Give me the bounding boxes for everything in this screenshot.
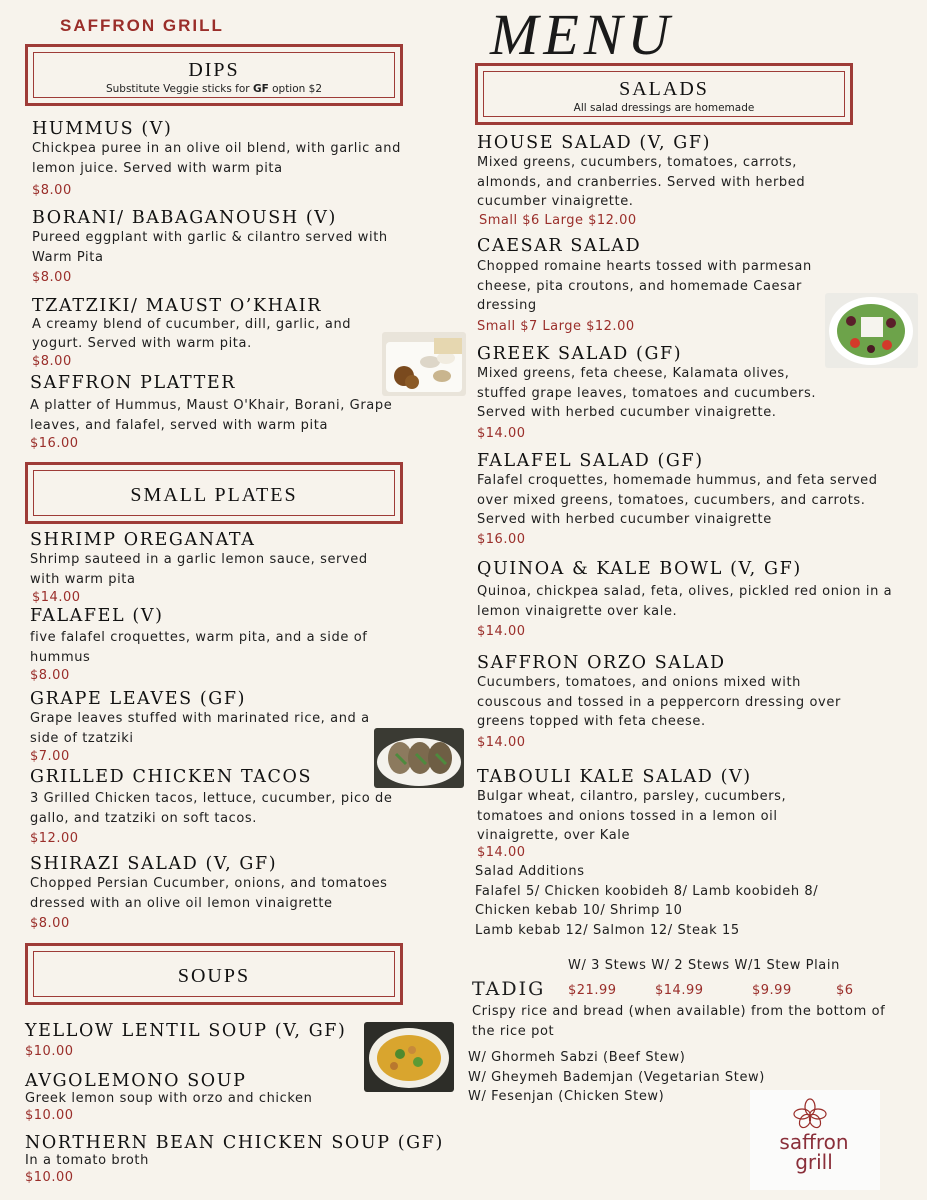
menu-item bbox=[25, 1071, 375, 1125]
item-name: HUMMUS (V) bbox=[32, 119, 173, 139]
stew-option: W/ Gheymeh Bademjan (Vegetarian Stew) bbox=[468, 1069, 765, 1085]
item-price: $8.00 bbox=[32, 183, 72, 198]
menu-item bbox=[32, 208, 412, 287]
item-desc: In a tomato broth bbox=[25, 1153, 149, 1168]
lentil-soup-photo bbox=[364, 1022, 454, 1092]
item-price: $14.00 bbox=[477, 425, 526, 441]
logo-line-1: saffron bbox=[779, 1130, 849, 1154]
dips-header bbox=[25, 44, 403, 106]
item-desc: Grape leaves stuffed with marinated rice, and a side of tzatziki bbox=[30, 711, 370, 746]
item-price: $14.00 bbox=[477, 734, 526, 750]
menu-item bbox=[477, 344, 847, 443]
salad-additions bbox=[475, 862, 895, 940]
menu-item bbox=[30, 606, 400, 685]
item-name: YELLOW LENTIL SOUP (V, GF) bbox=[25, 1021, 347, 1041]
item-desc: Chopped Persian Cucumber, onions, and tomatoes dressed with an olive oil lemon vinaigrette bbox=[30, 876, 388, 911]
item-price: $10.00 bbox=[25, 1170, 74, 1185]
tadig-desc: Crispy rice and bread (when available) from the bottom of the rice pot bbox=[472, 1004, 886, 1039]
menu-item bbox=[477, 133, 837, 230]
menu-item bbox=[477, 653, 847, 752]
stew-option: W/ Fesenjan (Chicken Stew) bbox=[468, 1089, 665, 1104]
salads-header bbox=[475, 63, 853, 125]
menu-item bbox=[30, 689, 390, 766]
item-price: $10.00 bbox=[25, 1108, 74, 1123]
item-price: Small $6 Large $12.00 bbox=[479, 212, 637, 228]
item-price: Small $7 Large $12.00 bbox=[477, 318, 635, 334]
menu-item bbox=[477, 451, 887, 549]
item-name: AVGOLEMONO SOUP bbox=[25, 1071, 247, 1091]
salads-heading: SALADS bbox=[619, 78, 709, 100]
item-name: SHIRAZI SALAD (V, GF) bbox=[30, 854, 278, 874]
menu-item bbox=[32, 119, 402, 200]
item-price: $8.00 bbox=[32, 354, 72, 369]
tadig-price-1-stew: $9.99 bbox=[752, 983, 792, 998]
small-plates-heading: SMALL PLATES bbox=[130, 484, 298, 506]
menu-item bbox=[25, 1133, 455, 1187]
item-desc: Mixed greens, feta cheese, Kalamata olives, stuffed grape leaves, tomatoes and cucumbers. Served with herbed cucumber vinaigrette. bbox=[477, 366, 817, 420]
saffron-grill-logo bbox=[750, 1090, 880, 1190]
item-name: CAESAR SALAD bbox=[477, 236, 642, 256]
item-price: $16.00 bbox=[30, 436, 79, 451]
item-name: HOUSE SALAD (V, GF) bbox=[477, 133, 712, 153]
item-name: GRAPE LEAVES (GF) bbox=[30, 689, 247, 709]
item-name: QUINOA & KALE BOWL (V, GF) bbox=[477, 559, 802, 579]
salad-additions-line: Falafel 5/ Chicken koobideh 8/ Lamb koobideh 8/ bbox=[475, 883, 819, 899]
soups-heading: SOUPS bbox=[177, 965, 251, 987]
menu-title: MENU bbox=[490, 2, 675, 67]
tadig-options: W/ 3 Stews W/ 2 Stews W/1 Stew Plain bbox=[568, 958, 840, 973]
menu-item bbox=[32, 296, 382, 371]
salads-note: All salad dressings are homemade bbox=[573, 102, 755, 114]
item-price: $14.00 bbox=[32, 590, 81, 605]
item-name: BORANI/ BABAGANOUSH (V) bbox=[32, 208, 337, 228]
item-name: TABOULI KALE SALAD (V) bbox=[477, 767, 752, 787]
item-desc: A creamy blend of cucumber, dill, garlic, and yogurt. Served with warm pita. bbox=[32, 317, 352, 351]
item-name: SAFFRON ORZO SALAD bbox=[477, 653, 726, 673]
item-desc: Chopped romaine hearts tossed with parmesan cheese, pita croutons, and homemade Caesar dressing bbox=[477, 259, 812, 313]
menu-item bbox=[30, 767, 400, 848]
tadig-stews bbox=[468, 1048, 798, 1107]
item-desc: Bulgar wheat, cilantro, parsley, cucumbers, tomatoes and onions tossed in a lemon oil vinaigrette, over Kale bbox=[477, 789, 787, 843]
item-price: $12.00 bbox=[30, 831, 79, 846]
item-price: $8.00 bbox=[30, 916, 70, 931]
item-desc: five falafel croquettes, warm pita, and a side of hummus bbox=[30, 630, 368, 665]
menu-item bbox=[477, 236, 837, 336]
item-name: GRILLED CHICKEN TACOS bbox=[30, 767, 313, 787]
tadig-price-plain: $6 bbox=[836, 983, 854, 998]
item-desc: Mixed greens, cucumbers, tomatoes, carrots, almonds, and cranberries. Served with herbed cucumber vinaigrette. bbox=[477, 155, 806, 209]
item-price: $7.00 bbox=[30, 749, 70, 764]
item-desc: A platter of Hummus, Maust O'Khair, Borani, Grape leaves, and falafel, served with warm pita bbox=[30, 398, 393, 433]
item-price: $8.00 bbox=[30, 668, 70, 683]
item-name: GREEK SALAD (GF) bbox=[477, 344, 683, 364]
item-desc: Chickpea puree in an olive oil blend, with garlic and lemon juice. Served with warm pita bbox=[32, 141, 401, 176]
item-desc: Quinoa, chickpea salad, feta, olives, pickled red onion in a lemon vinaigrette over kale. bbox=[477, 584, 893, 619]
item-desc: Pureed eggplant with garlic & cilantro served with Warm Pita bbox=[32, 230, 388, 265]
item-price: $14.00 bbox=[477, 624, 526, 639]
menu-item bbox=[30, 530, 400, 607]
item-name: TZATZIKI/ MAUST O’KHAIR bbox=[32, 296, 323, 316]
brand-name: SAFFRON GRILL bbox=[60, 16, 224, 35]
item-desc: Cucumbers, tomatoes, and onions mixed with couscous and tossed in a peppercorn dressing over greens topped with feta cheese. bbox=[477, 675, 841, 729]
menu-item bbox=[30, 373, 420, 453]
item-price: $10.00 bbox=[25, 1044, 74, 1059]
item-name: SHRIMP OREGANATA bbox=[30, 530, 256, 550]
salad-additions-line: Chicken kebab 10/ Shrimp 10 bbox=[475, 903, 683, 918]
item-desc: 3 Grilled Chicken tacos, lettuce, cucumber, pico de gallo, and tzatziki on soft tacos. bbox=[30, 791, 393, 826]
menu-item bbox=[477, 559, 897, 641]
tadig-name: TADIG bbox=[472, 978, 546, 1000]
menu-item bbox=[25, 1021, 375, 1061]
item-price: $8.00 bbox=[32, 270, 72, 285]
dips-heading: DIPS bbox=[188, 59, 240, 81]
salad-additions-line: Lamb kebab 12/ Salmon 12/ Steak 15 bbox=[475, 922, 740, 938]
stew-option: W/ Ghormeh Sabzi (Beef Stew) bbox=[468, 1050, 686, 1065]
soups-header bbox=[25, 943, 403, 1005]
saffron-flower-icon bbox=[790, 1098, 830, 1130]
item-desc: Shrimp sauteed in a garlic lemon sauce, served with warm pita bbox=[30, 552, 368, 587]
menu-item bbox=[30, 854, 420, 933]
item-desc: Greek lemon soup with orzo and chicken bbox=[25, 1091, 313, 1106]
logo-line-2: grill bbox=[795, 1150, 833, 1174]
tadig-price-2-stews: $14.99 bbox=[655, 983, 704, 998]
item-price: $14.00 bbox=[477, 844, 526, 860]
item-desc: Falafel croquettes, homemade hummus, and feta served over mixed greens, tomatoes, cucumbers, and carrots. Served with herbed cucumber vinaigrette bbox=[477, 473, 878, 527]
tadig-price-3-stews: $21.99 bbox=[568, 983, 617, 998]
item-name: SAFFRON PLATTER bbox=[30, 373, 237, 393]
salad-additions-title: Salad Additions bbox=[475, 864, 585, 879]
menu-item bbox=[477, 767, 817, 862]
item-price: $16.00 bbox=[477, 531, 526, 547]
item-name: FALAFEL (V) bbox=[30, 606, 164, 626]
item-name: NORTHERN BEAN CHICKEN SOUP (GF) bbox=[25, 1133, 444, 1153]
small-plates-header bbox=[25, 462, 403, 524]
dips-note: Substitute Veggie sticks for GF option $2 bbox=[105, 83, 323, 95]
item-name: FALAFEL SALAD (GF) bbox=[477, 451, 704, 471]
